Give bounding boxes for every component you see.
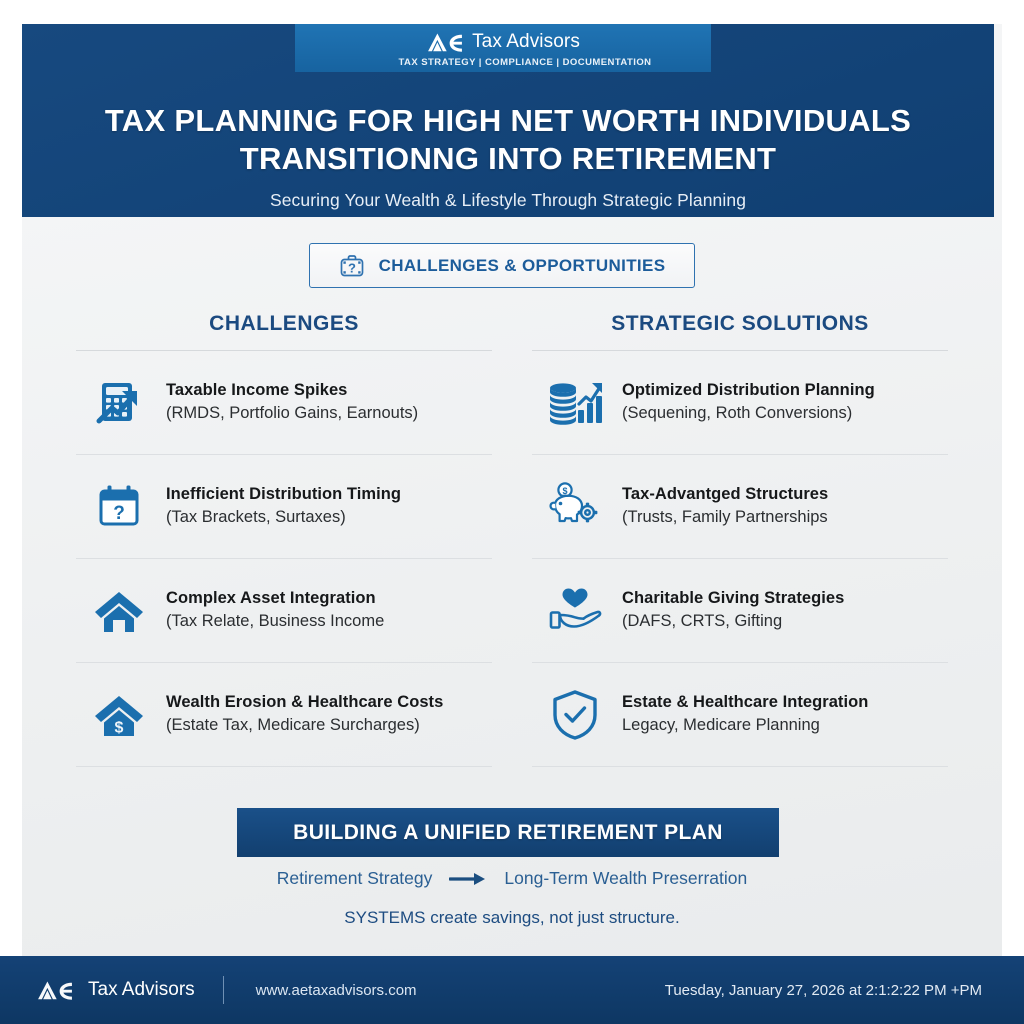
list-item-text (166, 484, 492, 529)
footer-divider (223, 976, 224, 1004)
brand-tagline: TAX STRATEGY | COMPLIANCE | DOCUMENTATION (398, 56, 652, 68)
list-item-text (166, 380, 492, 425)
frame-top-margin (0, 0, 1024, 24)
calculator-growth-icon (86, 375, 152, 431)
page-title-line-2: TRANSITIONNG INTO RETIREMENT (239, 141, 777, 177)
list-item[interactable] (532, 559, 948, 663)
brand-logo-row (426, 31, 580, 53)
list-item-subtitle: (Tax Brackets, Surtaxes) (166, 508, 346, 527)
list-item-text (166, 588, 492, 633)
list-item-title: Estate & Healthcare Integration (622, 692, 869, 711)
list-item[interactable] (76, 559, 492, 663)
closing-tagline: SYSTEMS create savings, not just structure. (344, 908, 680, 927)
list-item-subtitle: (RMDS, Portfolio Gains, Earnouts) (166, 404, 419, 423)
list-item[interactable] (76, 351, 492, 455)
svg-text:$: $ (114, 719, 124, 736)
solutions-column (532, 312, 948, 767)
flow-to-label: Long-Term Wealth Preserration (504, 868, 748, 888)
footer-url[interactable]: www.aetaxadvisors.com (255, 981, 417, 999)
list-item-text (622, 692, 948, 737)
shield-check-icon (542, 687, 608, 743)
ae-monogram-icon (426, 31, 464, 53)
brand-name: Tax Advisors (472, 31, 580, 52)
list-item-title: Inefficient Distribution Timing (166, 484, 401, 503)
list-item[interactable] (532, 351, 948, 455)
house-dollar-icon (86, 687, 152, 743)
page-subtitle: Securing Your Wealth & Lifestyle Through Strategic Planning (269, 190, 747, 210)
ae-monogram-icon (36, 979, 74, 1001)
svg-text:?: ? (113, 502, 125, 524)
list-item-title: Charitable Giving Strategies (622, 588, 845, 607)
list-item-subtitle: (DAFS, CRTS, Gifting (622, 612, 783, 631)
footer-brand-name: Tax Advisors (88, 979, 195, 1000)
list-item[interactable] (532, 455, 948, 559)
list-item[interactable] (76, 455, 492, 559)
list-item[interactable] (532, 663, 948, 767)
house-icon (86, 583, 152, 639)
svg-text:$: $ (562, 485, 568, 496)
arrow-right-icon (449, 871, 487, 887)
challenges-column (76, 312, 492, 767)
cta-bar (237, 808, 779, 857)
footer-bar (0, 956, 1024, 1024)
calendar-question-icon (86, 479, 152, 535)
header-banner (22, 24, 994, 217)
list-item[interactable] (76, 663, 492, 767)
page-title-line-1: TAX PLANNING FOR HIGH NET WORTH INDIVIDUALS (104, 103, 912, 138)
list-item-title: Taxable Income Spikes (166, 380, 348, 399)
flow-statement (0, 868, 1024, 889)
section-badge-label: CHALLENGES & OPPORTUNITIES (378, 255, 666, 275)
coins-bar-chart-icon (542, 375, 608, 431)
cta-bar-label: BUILDING A UNIFIED RETIREMENT PLAN (293, 820, 723, 844)
list-item-subtitle: (Tax Relate, Business Income (166, 612, 385, 631)
list-item-text (622, 588, 948, 633)
footer-timestamp: Tuesday, January 27, 2026 at 2:1:2:22 PM +PM (664, 981, 982, 999)
list-item-subtitle: Legacy, Medicare Planning (622, 716, 820, 735)
list-item-text (622, 380, 948, 425)
list-item-text (166, 692, 492, 737)
list-item-subtitle: (Estate Tax, Medicare Surcharges) (166, 716, 420, 735)
flow-from-label: Retirement Strategy (276, 868, 433, 888)
svg-text:?: ? (347, 259, 356, 275)
list-item-title: Wealth Erosion & Healthcare Costs (166, 692, 444, 711)
page-title (22, 102, 994, 179)
challenges-heading: CHALLENGES (209, 312, 359, 335)
list-item-title: Tax-Advantged Structures (622, 484, 829, 503)
list-item-title: Complex Asset Integration (166, 588, 376, 607)
briefcase-question-icon (339, 253, 365, 279)
footer-brand (36, 976, 417, 1004)
list-item-subtitle: (Trusts, Family Partnerships (622, 508, 828, 527)
hand-heart-icon (542, 583, 608, 639)
brand-logo-chip (295, 24, 711, 72)
solutions-heading: STRATEGIC SOLUTIONS (611, 312, 869, 335)
list-item-title: Optimized Distribution Planning (622, 380, 875, 399)
piggy-bank-gear-icon (542, 479, 608, 535)
section-badge (309, 243, 695, 288)
list-item-text (622, 484, 948, 529)
list-item-subtitle: (Sequening, Roth Conversions) (622, 404, 853, 423)
